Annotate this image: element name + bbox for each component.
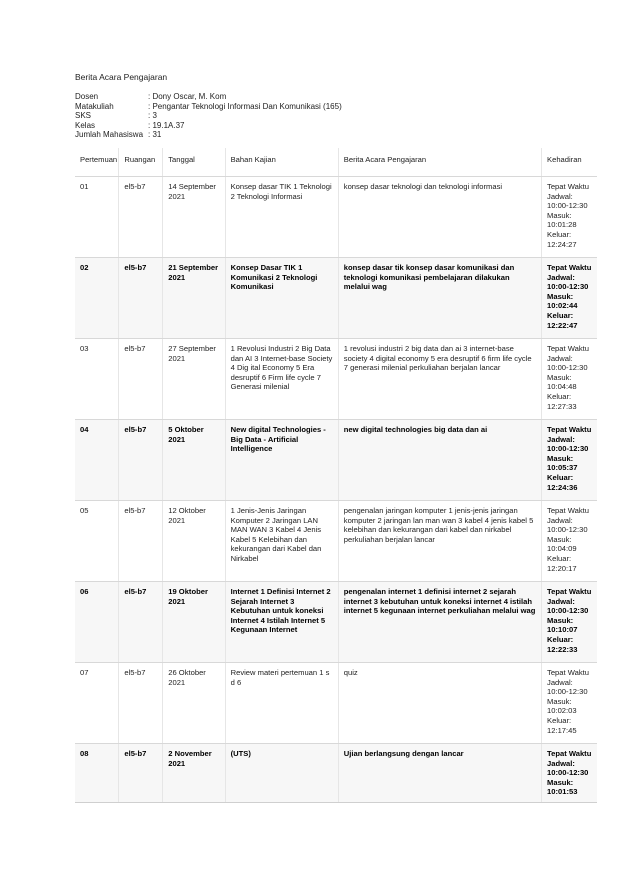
cell-ruangan: el5-b7: [119, 176, 163, 257]
cell-kehadiran: Tepat Waktu Jadwal: 10:00-12:30 Masuk: 10:04:09 Keluar: 12:20:17: [542, 500, 597, 581]
info-row-jumlah-mahasiswa: [75, 130, 597, 140]
info-value: : 31: [148, 130, 162, 140]
cell-tanggal: 12 Oktober 2021: [163, 500, 225, 581]
cell-ruangan: el5-b7: [119, 500, 163, 581]
cell-kehadiran: Tepat Waktu Jadwal: 10:00-12:30 Masuk: 10:04:48 Keluar: 12:27:33: [542, 338, 597, 419]
cell-pertemuan: 04: [75, 419, 119, 500]
header-berita-acara: Berita Acara Pengajaran: [338, 148, 541, 177]
cell-tanggal: 2 November 2021: [163, 743, 225, 802]
cell-tanggal: 19 Oktober 2021: [163, 581, 225, 662]
cell-kehadiran: Tepat Waktu Jadwal: 10:00-12:30 Masuk: 10:05:37 Keluar: 12:24:36: [542, 419, 597, 500]
info-value: : 3: [148, 111, 157, 121]
table-row: [75, 662, 597, 743]
cell-kehadiran: Tepat Waktu Jadwal: 10:00-12:30 Masuk: 10:01:53: [542, 743, 597, 802]
cell-tanggal: 5 Oktober 2021: [163, 419, 225, 500]
cell-ruangan: el5-b7: [119, 581, 163, 662]
cell-pertemuan: 03: [75, 338, 119, 419]
cell-bahan-kajian: Review materi pertemuan 1 s d 6: [225, 662, 338, 743]
cell-bahan-kajian: Konsep dasar TIK 1 Teknologi 2 Teknologi Informasi: [225, 176, 338, 257]
cell-bahan-kajian: 1 Jenis-Jenis Jaringan Komputer 2 Jaringan LAN MAN WAN 3 Kabel 4 Jenis Kabel 5 Kelebihan dan kekurangan dari Kabel dan Nirkabel: [225, 500, 338, 581]
cell-berita-acara: 1 revolusi industri 2 big data dan ai 3 internet-base society 4 digital economy 5 era desruptif 6 firm life cycle 7 generasi milenial perkuliahan berjalan lancar: [338, 338, 541, 419]
cell-berita-acara: konsep dasar tik konsep dasar komunikasi dan teknologi komunikasi pembelajaran dilakukan melalui wag: [338, 257, 541, 338]
info-label: SKS: [75, 111, 92, 121]
info-label: Kelas: [75, 120, 96, 130]
table-header-row: [75, 148, 597, 177]
cell-bahan-kajian: (UTS): [225, 743, 338, 802]
info-row-dosen: [75, 92, 597, 102]
info-label: Jumlah Mahasiswa: [75, 130, 144, 140]
document-page: [75, 72, 597, 803]
cell-tanggal: 26 Oktober 2021: [163, 662, 225, 743]
header-tanggal: Tanggal: [163, 148, 225, 177]
cell-kehadiran: Tepat Waktu Jadwal: 10:00-12:30 Masuk: 10:10:07 Keluar: 12:22:33: [542, 581, 597, 662]
cell-kehadiran: Tepat Waktu Jadwal: 10:00-12:30 Masuk: 10:01:28 Keluar: 12:24:27: [542, 176, 597, 257]
cell-pertemuan: 07: [75, 662, 119, 743]
info-value: : Dony Oscar, M. Kom: [148, 92, 227, 101]
cell-ruangan: el5-b7: [119, 338, 163, 419]
info-value: : 19.1A.37: [148, 120, 185, 130]
info-row-matakuliah: [75, 102, 597, 112]
table-row: [75, 176, 597, 257]
header-bahan-kajian: Bahan Kajian: [225, 148, 338, 177]
cell-bahan-kajian: Konsep Dasar TIK 1 Komunikasi 2 Teknologi Komunikasi: [225, 257, 338, 338]
info-label: Dosen: [75, 92, 99, 101]
info-row-sks: [75, 111, 597, 121]
cell-bahan-kajian: New digital Technologies - Big Data - Artificial Intelligence: [225, 419, 338, 500]
cell-bahan-kajian: 1 Revolusi Industri 2 Big Data dan AI 3 Internet-base Society 4 Dig ital Economy 5 Era desruptif 6 Firm life cycle 7 Generasi milenial: [225, 338, 338, 419]
cell-pertemuan: 08: [75, 743, 119, 802]
table-row: [75, 581, 597, 662]
table-row: [75, 257, 597, 338]
cell-berita-acara: pengenalan jaringan komputer 1 jenis-jenis jaringan komputer 2 jaringan lan man wan 3 kabel 4 jenis kabel 5 kelebihan dan kekurangan dari kabel dan nirkabel perkuliahan berjalan lancar: [338, 500, 541, 581]
cell-pertemuan: 02: [75, 257, 119, 338]
header-kehadiran: Kehadiran: [542, 148, 597, 177]
cell-pertemuan: 06: [75, 581, 119, 662]
cell-tanggal: 27 September 2021: [163, 338, 225, 419]
cell-berita-acara: pengenalan internet 1 definisi internet 2 sejarah internet 3 kebutuhan untuk koneksi internet 4 istilah internet 5 kegunaan internet perkuliahan melalui wag: [338, 581, 541, 662]
cell-ruangan: el5-b7: [119, 257, 163, 338]
cell-ruangan: el5-b7: [119, 743, 163, 802]
cell-pertemuan: 01: [75, 176, 119, 257]
header-ruangan: Ruangan: [119, 148, 163, 177]
cell-ruangan: el5-b7: [119, 662, 163, 743]
table-row: [75, 338, 597, 419]
cell-tanggal: 14 September 2021: [163, 176, 225, 257]
table-row: [75, 500, 597, 581]
cell-berita-acara: Ujian berlangsung dengan lancar: [338, 743, 541, 802]
cell-berita-acara: konsep dasar teknologi dan teknologi informasi: [338, 176, 541, 257]
cell-kehadiran: Tepat Waktu Jadwal: 10:00-12:30 Masuk: 10:02:44 Keluar: 12:22:47: [542, 257, 597, 338]
cell-tanggal: 21 September 2021: [163, 257, 225, 338]
cell-kehadiran: Tepat Waktu Jadwal: 10:00-12:30 Masuk: 10:02:03 Keluar: 12:17:45: [542, 662, 597, 743]
info-label: Matakuliah: [75, 101, 114, 111]
table-row: [75, 743, 597, 802]
cell-bahan-kajian: Internet 1 Definisi Internet 2 Sejarah Internet 3 Kebutuhan untuk koneksi Internet 4 Istilah Internet 5 Kegunaan Internet: [225, 581, 338, 662]
info-row-kelas: [75, 121, 597, 131]
table-row: [75, 419, 597, 500]
document-title: Berita Acara Pengajaran: [75, 72, 168, 82]
cell-berita-acara: new digital technologies big data dan ai: [338, 419, 541, 500]
course-info: [75, 92, 597, 140]
info-value: : Pengantar Teknologi Informasi Dan Komunikasi (165): [148, 101, 342, 111]
attendance-table: [75, 148, 597, 803]
header-pertemuan: Pertemuan: [75, 148, 119, 177]
cell-pertemuan: 05: [75, 500, 119, 581]
cell-ruangan: el5-b7: [119, 419, 163, 500]
cell-berita-acara: quiz: [338, 662, 541, 743]
